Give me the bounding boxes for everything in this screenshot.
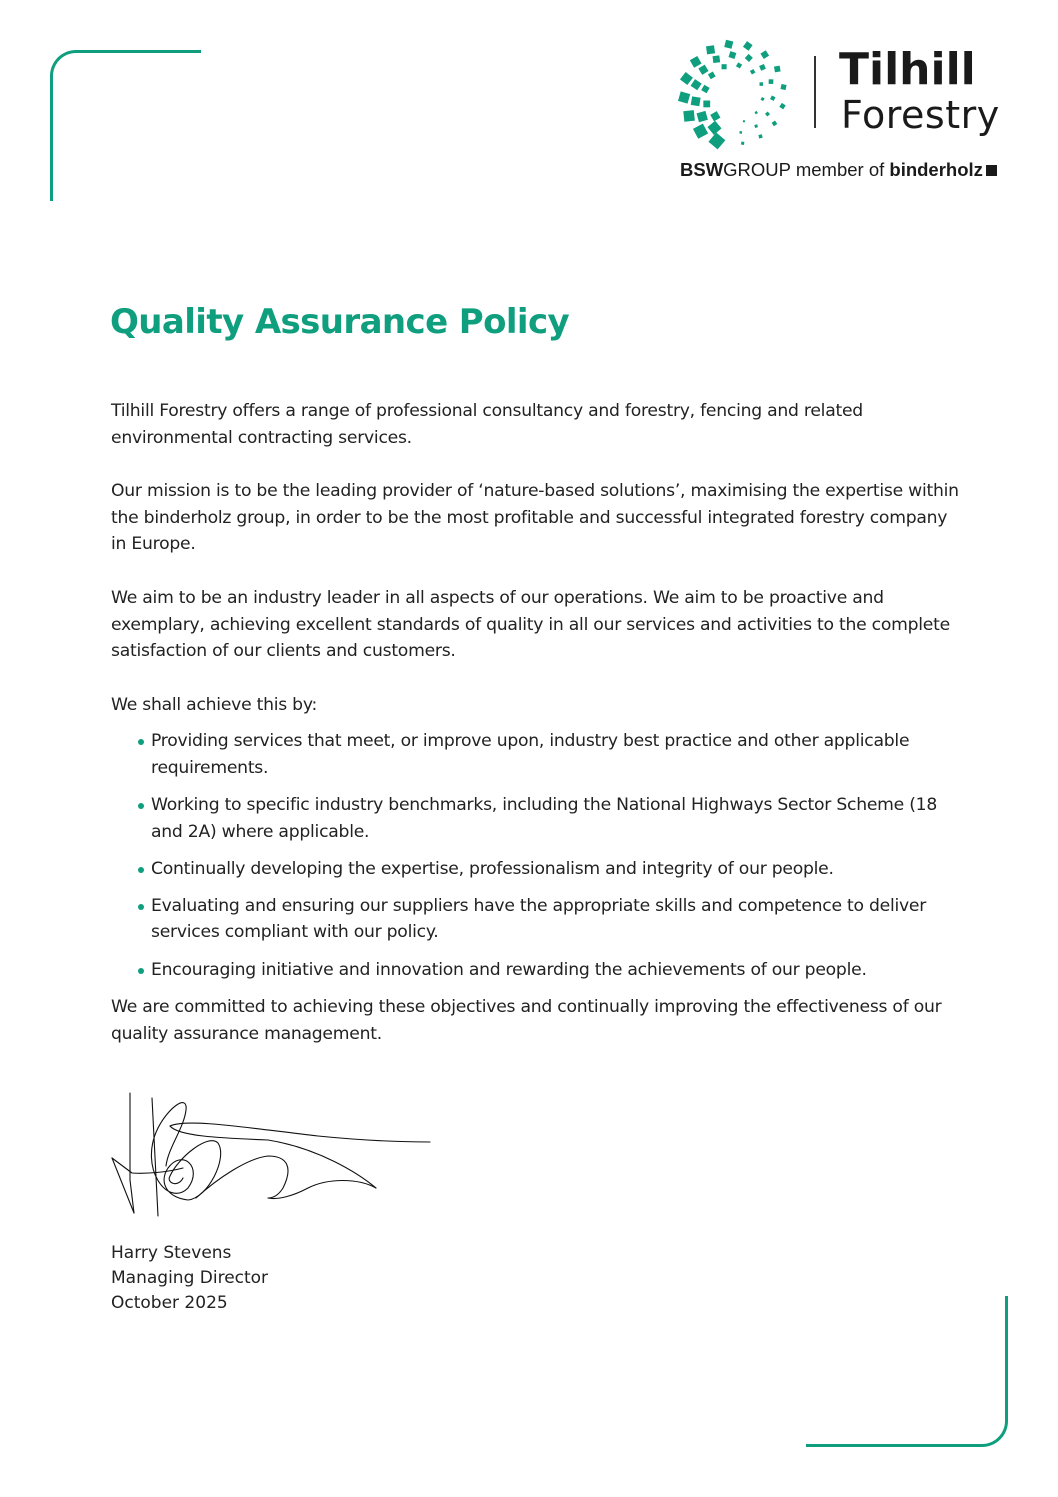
bullet-dot-icon (138, 803, 144, 809)
logo-square (722, 64, 727, 69)
logo-square (708, 133, 725, 150)
list-item-text: Working to specific industry benchmarks, including the National Highways Sector Scheme (18 and 2A) where applicable. (151, 795, 938, 842)
logo-square (690, 56, 702, 68)
paragraph-mission: Our mission is to be the leading provider of ‘nature-based solutions’, maximising the expertise within the binderholz group, in order to be the most profitable and successful integrated forestry company in Europe. (111, 481, 959, 555)
logo-square (755, 111, 758, 114)
list-item-text: Encouraging initiative and innovation and rewarding the achievements of our people. (151, 959, 867, 980)
decorative-corner-top-left (50, 50, 201, 201)
signatory-name: Harry Stevens (111, 1243, 232, 1263)
signoff-block (111, 1241, 268, 1316)
handwritten-signature (108, 1088, 438, 1220)
logo-square (760, 82, 764, 86)
logo-square (678, 91, 690, 103)
list-item-text: Providing services that meet, or improve upon, industry best practice and other applicable requirements. (151, 731, 910, 778)
decorative-corner-bottom-right (806, 1296, 1008, 1447)
bullet-dot-icon (138, 739, 144, 745)
list-item (151, 893, 961, 946)
logo-square (774, 66, 781, 73)
logo-square (769, 79, 774, 84)
list-item (151, 856, 961, 883)
logo-divider (814, 56, 816, 128)
paragraph-closing: We are committed to achieving these objectives and continually improving the effectiveness of our quality assurance management. (111, 997, 942, 1044)
logo-square (772, 121, 778, 127)
list-item-text: Evaluating and ensuring our suppliers have the appropriate skills and competence to deliver services compliant with our policy. (151, 895, 927, 943)
policy-body (111, 398, 961, 1074)
signatory-role: Managing Director (111, 1268, 269, 1288)
logo-square (708, 71, 716, 79)
list-item (151, 957, 961, 984)
logo-square (761, 97, 765, 101)
logo-square (680, 72, 693, 85)
logo-square (707, 121, 721, 135)
logo-name-line1: Tilhill (839, 44, 976, 95)
logo-square (713, 55, 721, 63)
tagline-member-of: member of (790, 159, 890, 180)
binderholz-square-icon (986, 165, 997, 176)
list-intro: We shall achieve this by: (111, 694, 318, 715)
logo-square (706, 45, 715, 54)
logo-square (703, 101, 710, 108)
logo-square (728, 51, 736, 59)
logo-square (691, 96, 701, 106)
logo-square (779, 103, 785, 109)
logo-square (770, 95, 775, 100)
logo-square (758, 134, 762, 138)
logo-square (697, 111, 708, 122)
logo-square (780, 84, 786, 90)
logo-square (765, 111, 770, 116)
tagline-group: GROUP (723, 159, 791, 180)
logo-square (736, 62, 742, 68)
logo-square (683, 110, 695, 122)
logo-name-line2: Forestry (841, 93, 1000, 137)
logo-square (750, 69, 756, 75)
logo-square (691, 79, 702, 90)
tagline-binderholz: binderholz (889, 159, 983, 180)
logo-square (759, 64, 766, 71)
logo-square (710, 111, 720, 121)
logo-tagline (680, 161, 997, 180)
logo-square (724, 40, 733, 49)
logo-square (739, 131, 742, 134)
logo-square (745, 54, 753, 62)
logo-square (760, 50, 769, 59)
tagline-bsw: BSW (680, 159, 724, 180)
logo-square (698, 65, 708, 75)
bullet-dot-icon (138, 867, 144, 873)
logo-square (741, 142, 744, 145)
paragraph-intro: Tilhill Forestry offers a range of professional consultancy and forestry, fencing and related environmental contracting services. (111, 401, 863, 448)
signoff-date: October 2025 (111, 1293, 228, 1313)
paragraph-aims: We aim to be an industry leader in all aspects of our operations. We aim to be proactive and exemplary, achieving excellent standards of quality in all our services and activities to the complete satisfaction of our clients and customers. (111, 587, 950, 662)
bullet-dot-icon (138, 968, 144, 974)
tilhill-spiral-logo-icon (676, 34, 796, 152)
logo-square (754, 124, 758, 128)
list-item (151, 792, 961, 845)
page-title: Quality Assurance Policy (110, 302, 570, 342)
logo-square (701, 85, 709, 93)
list-item (151, 728, 961, 781)
logo-square (743, 41, 753, 51)
logo-square (743, 120, 745, 122)
company-logo (676, 34, 1016, 184)
commitments-list (111, 728, 961, 983)
list-item-text: Continually developing the expertise, professionalism and integrity of our people. (151, 858, 834, 879)
bullet-dot-icon (138, 904, 144, 910)
logo-square (693, 124, 708, 139)
